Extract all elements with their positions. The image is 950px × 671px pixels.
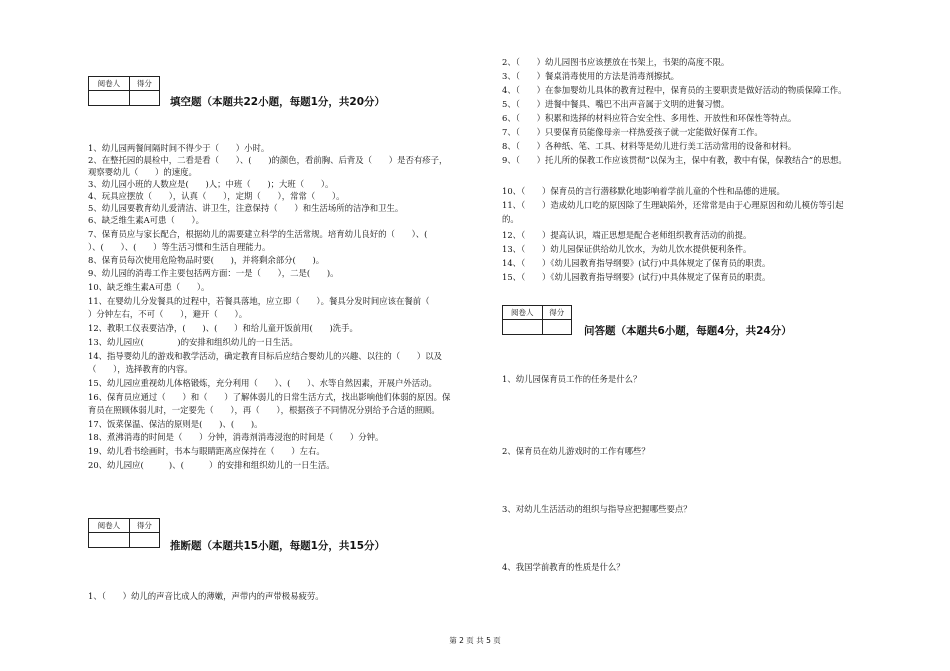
reviewer-label: 阅卷人 bbox=[503, 306, 543, 320]
judgment-line: 9、（ ）托儿所的保教工作应该贯彻“以保为主，保中有教，教中有保，保教结合”的思想。 bbox=[502, 155, 847, 165]
qa-question: 4、我国学前教育的性质是什么？ bbox=[502, 562, 625, 572]
fill-in-line: 10、缺乏维生素A可患（ ）。 bbox=[88, 282, 210, 292]
fill-in-line: ）分钟左右，不可（ ），避开（ ）。 bbox=[88, 309, 248, 319]
fill-in-line: 19、幼儿看书绘画时，书本与眼睛距离应保持在（ ）左右。 bbox=[88, 446, 325, 456]
fill-in-line: 17、饭菜保温、保洁的原则是( )、( )。 bbox=[88, 419, 263, 429]
fill-in-line: 7、保育员应与家长配合，根据幼儿的需要建立科学的生活常规。培育幼儿良好的（ ）、( bbox=[88, 229, 428, 239]
score-cell[interactable] bbox=[129, 533, 159, 548]
judgment-line: 6、（ ）积累和选择的材料应符合安全性、多用性、开放性和环保性等特点。 bbox=[502, 113, 797, 123]
reviewer-label: 阅卷人 bbox=[89, 519, 130, 533]
fill-in-line: 9、幼儿园的消毒工作主要包括两方面：一是（ ），二是( )。 bbox=[88, 268, 339, 278]
judgment-line: 15、（ ）《幼儿园教育指导纲要》(试行)中具体规定了保育员的职责。 bbox=[502, 272, 771, 282]
page-number-footer: 第 2 页 共 5 页 bbox=[449, 636, 501, 645]
qa-question: 1、幼儿园保育员工作的任务是什么？ bbox=[502, 374, 642, 384]
reviewer-label: 阅卷人 bbox=[89, 77, 130, 91]
fill-in-line: 1、幼儿园两餐间隔时间不得少于（ ）小时。 bbox=[88, 143, 270, 153]
judgment-line: 13、（ ）幼儿园保证供给幼儿饮水，为幼儿饮水提供便利条件。 bbox=[502, 244, 752, 254]
fill-in-line: 观察婴幼儿（ ）的速度。 bbox=[88, 167, 197, 177]
score-box-qa bbox=[502, 305, 572, 335]
score-cell[interactable] bbox=[542, 320, 571, 335]
reviewer-cell[interactable] bbox=[503, 320, 543, 335]
fill-in-line: 5、幼儿园要教育幼儿爱清洁、讲卫生，注意保持（ ）和生活场所的洁净和卫生。 bbox=[88, 203, 404, 213]
fill-in-section-title: 填空题（本题共22小题，每题1分，共20分） bbox=[170, 96, 386, 108]
judgment-line: 12、（ ）提高认识，端正思想是配合老师组织教育活动的前提。 bbox=[502, 230, 752, 240]
fill-in-line: 20、幼儿园应( )、( ）的安排和组织幼儿的一日生活。 bbox=[88, 460, 335, 470]
score-label: 得分 bbox=[542, 306, 571, 320]
reviewer-cell[interactable] bbox=[89, 533, 130, 548]
judgment-line: 3、（ ）餐桌消毒使用的方法是消毒剂擦拭。 bbox=[502, 71, 680, 81]
fill-in-line: 14、指导婴幼儿的游戏和教学活动，确定教育目标后应结合婴幼儿的兴趣、以往的（ ）以及 bbox=[88, 351, 443, 361]
fill-in-line: 6、缺乏维生素A可患（ ）。 bbox=[88, 215, 205, 225]
qa-question: 3、对幼儿生活活动的组织与指导应把握哪些要点？ bbox=[502, 504, 692, 514]
fill-in-line: 13、幼儿园应( )的安排和组织幼儿的一日生活。 bbox=[88, 337, 298, 347]
score-box-judgment bbox=[88, 518, 160, 548]
judgment-line: 4、（ ）在参加婴幼儿具体的教育过程中，保育员的主要职责是做好活动的物质保障工作。 bbox=[502, 85, 847, 95]
fill-in-line: 8、保育员每次使用危险物品时要( )，并将剩余部分( )。 bbox=[88, 255, 325, 265]
fill-in-line: 11、在婴幼儿分发餐具的过程中，若餐具落地，应立即（ ）。餐具分发时间应该在餐前（ bbox=[88, 296, 430, 306]
fill-in-line: 3、幼儿园小班的人数应是( )人；中班（ )；大班（ ）。 bbox=[88, 179, 334, 189]
score-box-fill-in bbox=[88, 76, 160, 106]
judgment-line: 5、（ ）进餐中餐具、嘴巴不出声音属于文明的进餐习惯。 bbox=[502, 99, 730, 109]
qa-question: 2、保育员在幼儿游戏时的工作有哪些？ bbox=[502, 446, 650, 456]
judgment-line: 14、（ ）《幼儿园教育指导纲要》(试行)中具体规定了保育员的职责。 bbox=[502, 258, 771, 268]
fill-in-line: （ ），选择教育的内容。 bbox=[88, 364, 193, 374]
judgment-line: 11、（ ）造成幼儿口吃的原因除了生理缺陷外，还常常是由于心理原因和幼儿模仿等引起 bbox=[502, 200, 844, 210]
judgment-line: 1、（ ）幼儿的声音比成人的薄嫩，声带内的声带极易疲劳。 bbox=[88, 591, 324, 601]
fill-in-line: 12、教职工仪表要洁净，( )、( ）和给儿童开饭前用( )洗手。 bbox=[88, 323, 358, 333]
fill-in-line: 16、保育员应通过（ ）和（ ）了解体弱儿的日常生活方式，找出影响他们体弱的原因。保 bbox=[88, 392, 451, 402]
judgment-section-title: 推断题（本题共15小题，每题1分，共15分） bbox=[170, 540, 386, 552]
fill-in-line: 4、玩具应摆放（ ），认真（ ），定期（ ），常常（ ）。 bbox=[88, 191, 345, 201]
judgment-line: 10、（ ）保育员的言行潜移默化地影响着学前儿童的个性和品德的进展。 bbox=[502, 186, 785, 196]
judgment-line: 8、（ ）各种纸、笔、工具、材料等是幼儿进行美工活动常用的设备和材料。 bbox=[502, 141, 797, 151]
fill-in-line: 2、在整托园的晨检中，二看是看（ ）、( )的颜色，看前胸、后背及（ ）是否有疹子， bbox=[88, 155, 448, 165]
fill-in-line: ）、( ）、( ）等生活习惯和生活自理能力。 bbox=[88, 242, 271, 252]
fill-in-line: 18、煮沸消毒的时间是（ ）分钟，消毒剂消毒浸泡的时间是（ ）分钟。 bbox=[88, 432, 384, 442]
judgment-line: 2、（ ）幼儿园图书应该摆放在书架上，书架的高度不限。 bbox=[502, 57, 730, 67]
fill-in-line: 育员在照顾体弱儿时，一定要先（ ），再（ ），根据孩子不同情况分别给予合适的照顾。 bbox=[88, 405, 440, 415]
score-label: 得分 bbox=[129, 77, 159, 91]
score-label: 得分 bbox=[129, 519, 159, 533]
judgment-line: 7、（ ）只要保育员能像母亲一样热爱孩子就一定能做好保育工作。 bbox=[502, 127, 763, 137]
reviewer-cell[interactable] bbox=[89, 91, 130, 106]
fill-in-line: 15、幼儿园应重视幼儿体格锻炼，充分利用（ ）、( ）、水等自然因素，开展户外活动。 bbox=[88, 378, 437, 388]
judgment-line: 的。 bbox=[502, 214, 519, 224]
qa-section-title: 问答题（本题共6小题，每题4分，共24分） bbox=[584, 325, 792, 337]
score-cell[interactable] bbox=[129, 91, 159, 106]
